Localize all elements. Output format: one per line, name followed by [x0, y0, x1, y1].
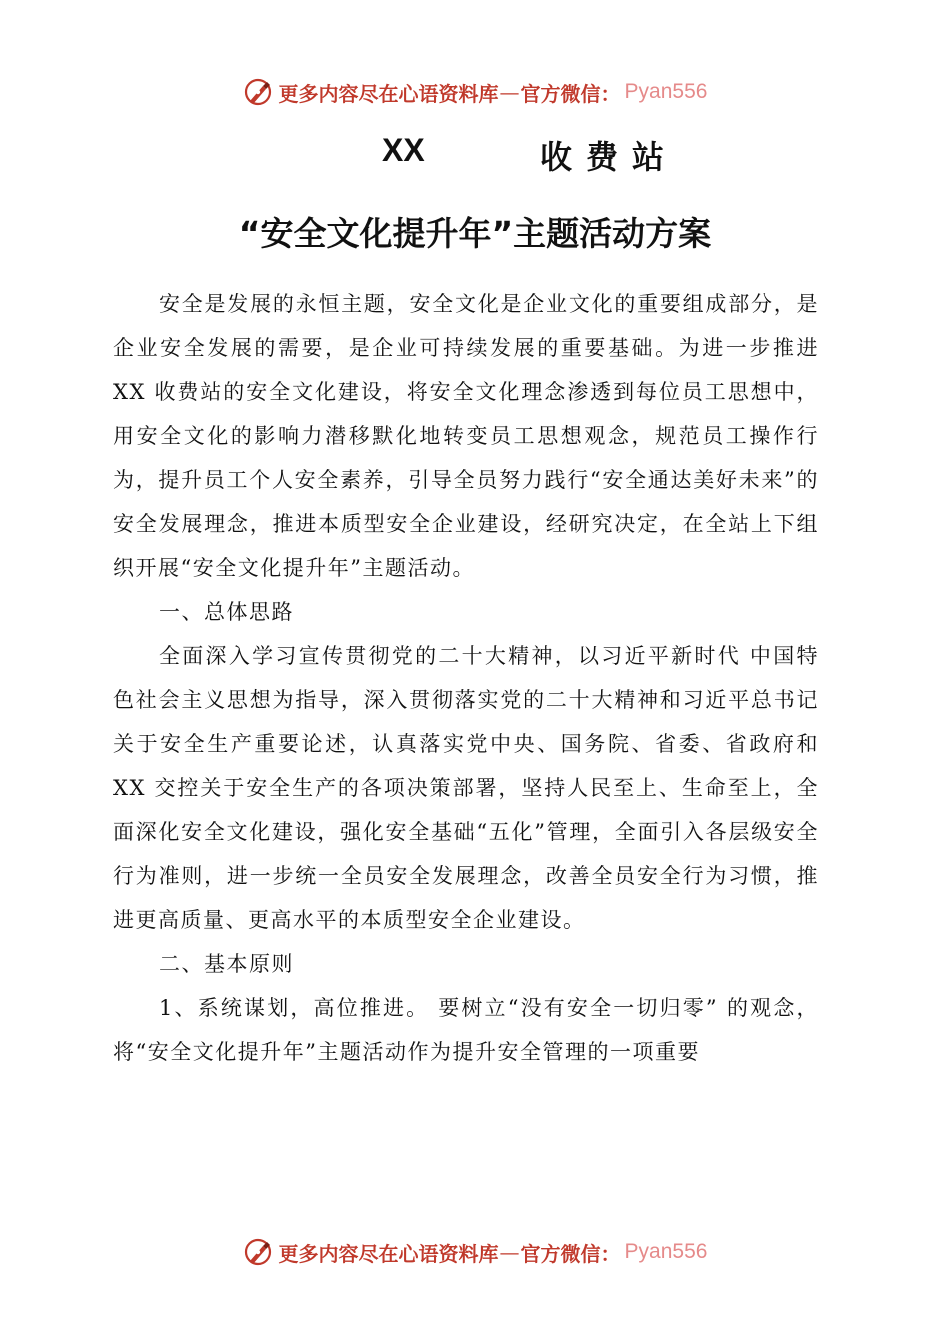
- paragraph-intro: 安全是发展的永恒主题，安全文化是企业文化的重要组成部分，是企业安全发展的需要，是企业可持续发展的重要基础。为进一步推进 XX 收费站的安全文化建设，将安全文化理念渗透到每位员工思想中，用安全文化的影响力潜移默化地转变员工思想观念，规范员工操作行为，提升员工个人安全素养，引导全员努力践行“安全通达美好未来”的安全发展理念，推进本质型安全企业建设，经研究决定，在全站上下组织开展“安全文化提升年”主题活动。: [113, 292, 819, 580]
- paragraph-overall: 全面深入学习宣传贯彻党的二十大精神，以习近平新时代 中国特色社会主义思想为指导，深入贯彻落实党的二十大精神和习近平总书记关于安全生产重要论述，认真落实党中央、国务院、省委、省政府和 XX 交控关于安全生产的各项决策部署，坚持人民至上、生命至上，全面深化安全文化建设，强化安全基础“五化”管理，全面引入各层级安全行为准则，进一步统一全员安全发展理念，改善全员安全行为习惯，推进更高质量、更高水平的本质型安全企业建设。: [113, 644, 819, 932]
- watermark-id: Pyan556: [624, 1240, 708, 1263]
- title-prefix: XX: [382, 132, 425, 168]
- title-station-name: 收费站: [540, 138, 679, 176]
- pen-logo-icon: [243, 77, 273, 107]
- watermark-site-name: 更多内容尽在心语资料库: [278, 1241, 499, 1266]
- pen-logo-icon: [243, 1237, 273, 1267]
- document-body: [113, 282, 819, 1074]
- watermark-top: [0, 72, 950, 112]
- section-heading-2: 二、基本原则: [159, 952, 294, 976]
- section-heading-1: 一、总体思路: [159, 600, 294, 624]
- watermark-label: 官方微信：: [520, 81, 621, 106]
- document-title-line2: “安全文化提升年”主题活动方案: [238, 214, 712, 253]
- watermark-label: 官方微信：: [520, 1241, 621, 1266]
- watermark-id: Pyan556: [624, 80, 708, 103]
- watermark-bottom: [0, 1232, 950, 1272]
- paragraph-principle-1: 1、系统谋划，高位推进。 要树立“没有安全一切归零” 的观念，将“安全文化提升年”主题活动作为提升安全管理的一项重要: [113, 996, 819, 1064]
- watermark-dash: —: [499, 1240, 520, 1264]
- document-title-line1: [0, 128, 950, 178]
- watermark-dash: —: [499, 80, 520, 104]
- watermark-site-name: 更多内容尽在心语资料库: [278, 81, 499, 106]
